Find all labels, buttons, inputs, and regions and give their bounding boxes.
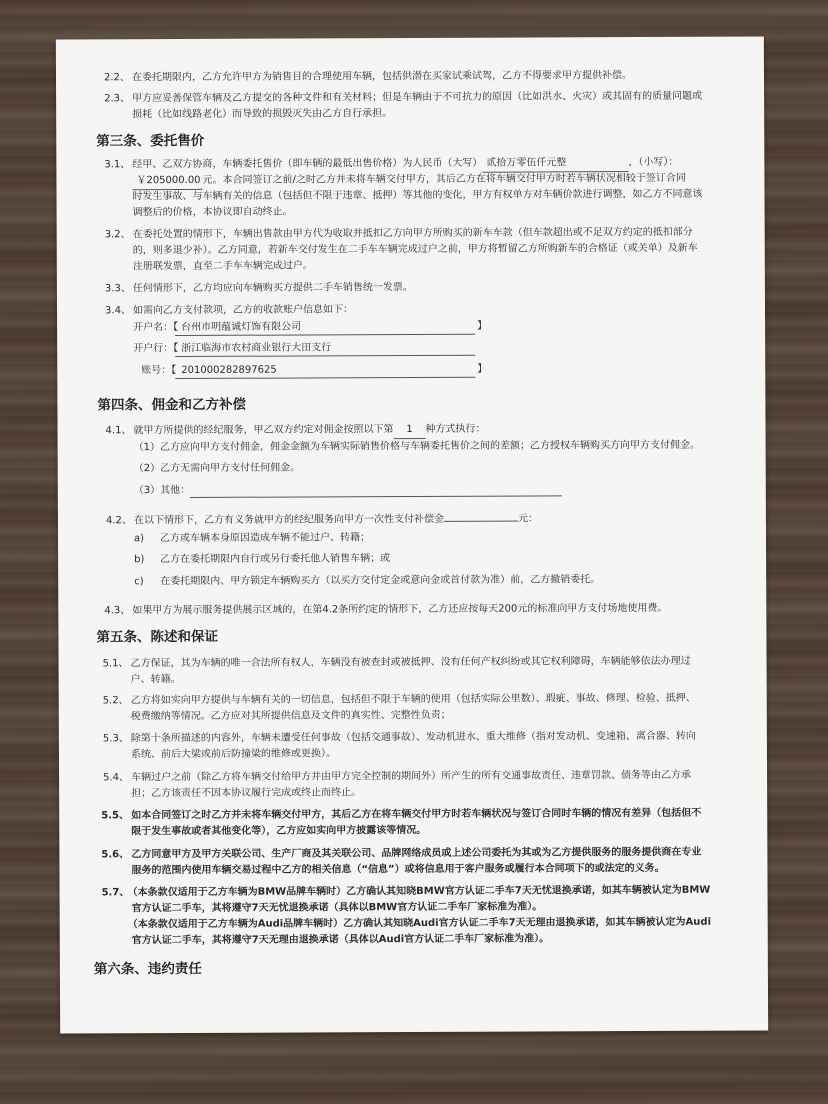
clause-5-1-line: 户、转籍。	[130, 674, 181, 686]
clause-number: 2.3、	[104, 93, 131, 105]
clause-4-1-text: 种方式执行：	[425, 423, 486, 435]
section-3-heading: 第三条、委托售价	[96, 132, 205, 150]
bank-value: 浙江临海市农村商业银行大田支行	[181, 342, 332, 355]
clause-3-2-line: 的，则多退少补）。乙方同意，若新车交付发生在二手车车辆完成过户之前，甲方将暂留乙方所购新车的合格证（或关单）及新车	[132, 242, 698, 257]
clause-2-3-line: 损耗（比如线路老化）而导致的损毁灭失由乙方自行承担。	[132, 108, 393, 121]
account-number-value: 201000282897625	[181, 364, 277, 377]
clause-number: 3.1、	[104, 159, 131, 171]
price-number-field: ￥205000.00	[132, 173, 202, 190]
clause-number: 5.1、	[102, 658, 129, 670]
clause-3-1-line: 调整后的价格，本协议即自动终止。	[132, 206, 293, 219]
clause-5-6-line: 服务的范围内使用车辆交易过程中乙方的相关信息（“信息”）或将信息用于客户服务或履行本合同项下的或法定的义务。	[131, 862, 665, 877]
clause-2-3-line: 甲方应妥善保管车辆及乙方提交的各种文件和有关材料；但是车辆由于不可抗力的原因（比如洪水、火灾）或其固有的质量问题或	[132, 90, 703, 105]
item-c-text: 在委托期限内、甲方锁定车辆购买方（以买方交付定金或意向金或首付款为准）前，乙方撤销委托。	[160, 574, 601, 588]
clause-4-2-text: 在以下情形下，乙方有义务就甲方的经纪服务向甲方一次性支付补偿金	[133, 513, 444, 527]
clause-2-2-text: 在委托期限内，乙方允许甲方为销售目的合理使用车辆，包括供潜在买家试乘试驾，乙方不得要求甲方提供补偿。	[131, 70, 633, 84]
clause-4-1-text: 就甲方所提供的经纪服务，甲乙双方约定对佣金按照以下第	[133, 424, 394, 437]
item-b-text: 乙方在委托期限内自行或另行委托他人销售车辆；或	[160, 553, 391, 566]
clause-number: 5.5、	[101, 810, 129, 822]
account-name-label: 开户名：【	[133, 322, 179, 334]
option-3-text: （3）其他：	[133, 484, 191, 497]
clause-5-7-line: 官方认证二手车，其将遵守7天无理由退换承诺（具体以Audi官方认证二手车厂家标准为准）。	[131, 933, 550, 947]
bank-label: 开户行：【	[133, 343, 179, 355]
clause-number: 2.2、	[103, 72, 130, 84]
clause-3-1-text: 元。本合同签订之前/之时乙方并未将车辆交付甲方，其后乙方在将车辆交付甲方时若车辆状况相较于签订合同	[202, 172, 686, 186]
clause-5-5-line: 限于发生事故或者其他变化等），乙方应如实向甲方披露该等情况。	[131, 824, 427, 838]
clause-4-1-line	[134, 422, 486, 441]
bracket-close: 】	[477, 363, 488, 375]
section-6-heading: 第六条、违约责任	[93, 960, 202, 978]
clause-number: 3.4、	[104, 305, 131, 317]
clause-3-2-line: 注册联发票，直至二手车车辆完成过户。	[132, 260, 313, 273]
account-number-underline	[175, 377, 475, 379]
compensation-amount-field	[444, 521, 518, 522]
clause-4-2-text: 元：	[517, 513, 538, 525]
clause-number: 4.2、	[105, 515, 132, 527]
clause-4-2-line	[134, 511, 538, 529]
clause-5-2-line: 税费缴纳等情况。乙方应对其所提供信息及文件的真实性、完整性负责；	[130, 709, 451, 723]
clause-number: 5.7、	[101, 887, 130, 899]
clause-number: 5.6、	[101, 849, 130, 861]
clause-number: 3.2、	[104, 229, 131, 241]
clause-number: 5.4、	[103, 772, 129, 784]
section-5-heading: 第五条、陈述和保证	[96, 628, 218, 646]
clause-5-7-line: （本条款仅适用于乙方车辆为Audi品牌车辆时）乙方确认其知晓Audi官方认证二手车7天无理由退换承诺，如其车辆被认定为Audi	[127, 916, 712, 931]
item-tag: b)	[134, 554, 145, 566]
clause-3-1-text: 经甲、乙双方协商，车辆委托售价（即车辆的最低出售价格）为人民币（大写）	[132, 157, 483, 171]
clause-3-1-text: ，（小写）：	[628, 156, 679, 169]
clause-3-1-line: 时发生事故、与车辆有关的信息（包括但不限于违章、抵押）等其他的变化，甲方有权单方对车辆价款进行调整，如乙方不同意该	[132, 188, 703, 203]
clause-5-3-line: 系统、前后大梁或前后防撞梁的维修或更换）。	[130, 748, 336, 761]
item-tag: c)	[134, 576, 144, 588]
clause-number: 5.2、	[102, 695, 129, 707]
clause-5-1-line: 乙方保证，其为车辆的唯一合法所有权人，车辆没有被查封或被抵押、没有任何产权纠纷或其它权利障碍，车辆能够依法办理过	[130, 655, 691, 670]
account-name-value: 台州市明蕴诚灯饰有限公司	[181, 321, 302, 334]
section-4-heading: 第四条、佣金和乙方补偿	[97, 396, 246, 414]
clause-5-3-line: 除第十条所描述的内容外，车辆未遭受任何事故（包括交通事故）、发动机进水、重大维修（指对发动机、变速箱、离合器、转向	[130, 730, 696, 745]
clause-5-7-line: 官方认证二手车，其将遵守7天无忧退换承诺（具体以BMW官方认证二手车厂家标准为准）。	[131, 901, 543, 915]
bracket-close: 】	[477, 320, 488, 332]
contract-page	[56, 36, 768, 1033]
bank-underline	[175, 355, 475, 357]
clause-5-5-line: 如本合同签订之时乙方并未将车辆交付甲方，其后乙方在将车辆交付甲方时若车辆状况与签订合同时车辆的情况有差异（包括但不	[131, 807, 702, 822]
commission-choice-field: 1	[394, 422, 426, 439]
item-tag: a)	[133, 533, 145, 545]
clause-3-2-line: 在委托处置的情形下，车辆出售款由甲方代为收取并抵扣乙方向甲方所购买的新车车款（但车款超出或不足双方约定的抵扣部分	[132, 226, 693, 241]
option-3-underline	[190, 495, 562, 498]
clause-5-7-line: （本条款仅适用于乙方车辆为BMW品牌车辆时）乙方确认其知晓BMW官方认证二手车7天无忧退换承诺，如其车辆被认定为BMW	[127, 884, 711, 899]
clause-number: 3.3、	[104, 283, 131, 295]
clause-3-3-text: 任何情形下，乙方均应向车辆购买方提供二手车销售统一发票。	[132, 281, 413, 295]
clause-5-4-line: 担；乙方该责任不因本协议履行完成或终止而终止。	[131, 787, 362, 800]
clause-4-3-text: 如果甲方为展示服务提供展示区域的，在第4.2条所约定的情形下，乙方还应按每天200元的标准向甲方支付场地使用费。	[132, 602, 668, 617]
item-a-text: 乙方或车辆本身原因造成车辆不能过户、转籍；	[159, 532, 371, 545]
account-name-underline	[175, 334, 475, 336]
clause-5-4-line: 车辆过户之前（除乙方将车辆交付给甲方并由甲方完全控制的期间外）所产生的所有交通事故责任、违章罚款、债务等由乙方承	[131, 769, 692, 784]
clause-5-2-line: 乙方将如实向甲方提供与车辆有关的一切信息，包括但不限于车辆的使用（包括实际公里数）、瑕疵、事故、修理、检验、抵押、	[130, 692, 696, 707]
clause-number: 4.1、	[105, 425, 132, 437]
option-2-text: （2）乙方无需向甲方支付任何佣金。	[133, 462, 301, 475]
option-1-text: （1）乙方应向甲方支付佣金，佣金金额为车辆实际销售价格与车辆委托售价之间的差额；乙方授权车辆购买方向甲方支付佣金。	[133, 439, 701, 454]
clause-number: 4.3、	[104, 605, 131, 617]
price-chinese-field: 贰拾万零伍仟元整	[482, 155, 628, 173]
clause-3-4-text: 如需向乙方支付款项，乙方的收款账户信息如下：	[132, 304, 354, 317]
clause-5-6-line: 乙方同意甲方及甲方关联公司、生产厂商及其关联公司、品牌网络成员或上述公司委托为其或为乙方提供服务的服务提供商在专业	[131, 846, 702, 861]
clause-number: 5.3、	[102, 733, 129, 745]
account-number-label: 账号：【	[141, 365, 177, 377]
